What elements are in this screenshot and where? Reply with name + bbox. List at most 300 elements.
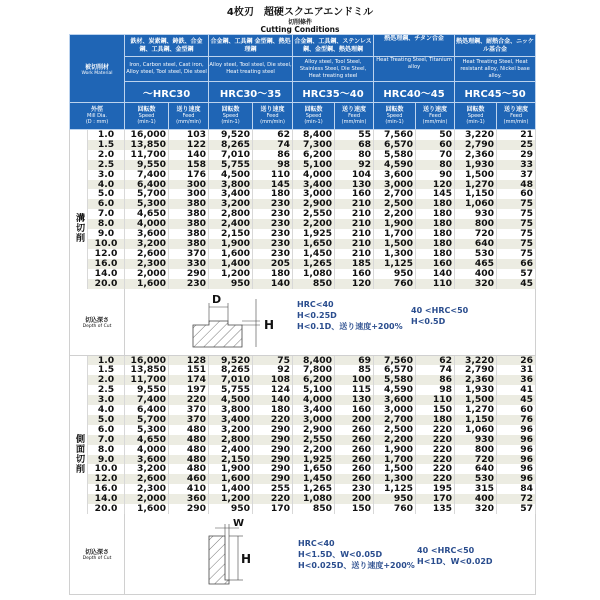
mill-dia-cell: 16.0	[88, 259, 125, 269]
speed-cell: 9,520	[209, 130, 253, 140]
feed-label-en: Feed	[510, 113, 523, 119]
feed-cell: 370	[169, 405, 209, 415]
feed-cell: 480	[169, 464, 209, 474]
speed-cell: 1,600	[209, 474, 253, 484]
feed-label-jp: 送り速度	[423, 106, 448, 113]
hrc-range-1: ～HRC30	[125, 82, 209, 103]
feed-cell: 140	[253, 279, 293, 289]
feed-header	[497, 103, 536, 130]
mill-dia-cell: 6.0	[88, 199, 125, 209]
speed-cell: 1,200	[209, 494, 253, 504]
speed-cell: 8,265	[209, 140, 253, 150]
feed-cell: 180	[416, 209, 455, 219]
feed-cell: 480	[169, 435, 209, 445]
speed-cell: 6,400	[125, 180, 169, 190]
feed-cell: 200	[335, 494, 374, 504]
feed-cell: 180	[416, 415, 455, 425]
condition-line: 40 <HRC<50	[417, 546, 475, 555]
speed-cell: 1,930	[455, 385, 497, 395]
feed-header	[335, 103, 374, 130]
hrc-range-3: HRC35～40	[293, 82, 374, 103]
mill-dia-cell: 1.5	[88, 365, 125, 375]
table-row	[70, 239, 536, 249]
table-row	[70, 160, 536, 170]
feed-cell: 380	[169, 239, 209, 249]
depth-of-cut-label-jp: 切込深さ	[85, 549, 110, 556]
feed-cell: 220	[416, 464, 455, 474]
condition-hrc-40-50	[411, 305, 468, 327]
page-title: 4枚刃 超硬スクエアエンドミル	[226, 7, 374, 18]
speed-cell: 6,570	[374, 140, 416, 150]
table-row	[70, 269, 536, 279]
speed-label-en: Speed	[467, 113, 484, 119]
feed-cell: 68	[335, 140, 374, 150]
speed-cell: 2,800	[209, 435, 253, 445]
speed-cell: 4,590	[374, 160, 416, 170]
feed-cell: 480	[169, 445, 209, 455]
material-group-1-jp: 鉄材、炭素鋼、鋳鉄、合金鋼、工具鋼、金型鋼	[125, 35, 209, 57]
condition-hrc-under-40	[297, 299, 403, 332]
feed-cell: 150	[335, 504, 374, 514]
feed-cell: 290	[253, 455, 293, 465]
feed-header	[169, 103, 209, 130]
speed-cell: 640	[455, 239, 497, 249]
feed-cell: 80	[416, 160, 455, 170]
speed-unit: (min-1)	[466, 119, 485, 125]
feed-cell: 174	[169, 375, 209, 385]
feed-cell: 220	[416, 455, 455, 465]
speed-cell: 3,400	[293, 405, 335, 415]
feed-cell: 180	[416, 199, 455, 209]
speed-cell: 4,000	[125, 219, 169, 229]
feed-cell: 150	[416, 405, 455, 415]
speed-cell: 1,900	[374, 219, 416, 229]
mill-dia-cell: 3.0	[88, 395, 125, 405]
feed-cell: 41	[497, 385, 536, 395]
speed-cell: 800	[455, 445, 497, 455]
mill-dia-header	[70, 103, 125, 130]
speed-cell: 6,570	[374, 365, 416, 375]
speed-cell: 11,700	[125, 150, 169, 160]
feed-cell: 96	[497, 445, 536, 455]
speed-cell: 1,900	[374, 445, 416, 455]
feed-cell: 200	[335, 415, 374, 425]
table-row	[70, 229, 536, 239]
mill-dia-cell: 5.0	[88, 415, 125, 425]
speed-cell: 2,200	[293, 445, 335, 455]
speed-cell: 950	[209, 279, 253, 289]
speed-cell: 3,200	[125, 239, 169, 249]
side-milling-depth-of-cut-body	[125, 514, 536, 595]
speed-cell: 1,650	[293, 464, 335, 474]
speed-cell: 1,300	[374, 474, 416, 484]
feed-cell: 60	[416, 140, 455, 150]
feed-cell: 197	[169, 385, 209, 395]
speed-cell: 2,500	[374, 199, 416, 209]
speed-cell: 5,300	[125, 425, 169, 435]
condition-line: HRC<40	[297, 299, 334, 309]
speed-cell: 800	[455, 219, 497, 229]
feed-cell: 140	[253, 395, 293, 405]
condition-line: H<1.5D、W<0.05D	[298, 550, 383, 559]
table-row	[70, 279, 536, 289]
material-group-4-jp: 熱処理鋼、チタン合金	[374, 35, 455, 57]
speed-cell: 9,550	[125, 160, 169, 170]
feed-cell: 260	[335, 474, 374, 484]
speed-cell: 950	[209, 504, 253, 514]
speed-cell: 1,500	[455, 170, 497, 180]
side-milling-section-label	[70, 355, 88, 514]
speed-cell: 2,800	[209, 209, 253, 219]
slot-diagram-icon	[190, 291, 280, 351]
mill-dia-cell: 9.0	[88, 455, 125, 465]
feed-cell: 220	[416, 435, 455, 445]
material-group-3-en: Alloy steel, Tool Steel, Stainless Steel, Die Steel, Heat treating steel	[293, 57, 374, 82]
mill-dia-cell: 1.5	[88, 140, 125, 150]
mill-dia-cell: 5.0	[88, 189, 125, 199]
speed-cell: 4,500	[209, 395, 253, 405]
slotting-section-label	[70, 130, 88, 289]
table-row	[70, 435, 536, 445]
speed-cell: 850	[293, 504, 335, 514]
feed-cell: 380	[169, 229, 209, 239]
speed-header	[125, 103, 169, 130]
speed-cell: 5,700	[125, 415, 169, 425]
feed-cell: 110	[416, 395, 455, 405]
feed-cell: 80	[335, 150, 374, 160]
feed-cell: 122	[169, 140, 209, 150]
feed-cell: 185	[335, 259, 374, 269]
speed-cell: 640	[455, 464, 497, 474]
table-row	[70, 170, 536, 180]
feed-label-en: Feed	[182, 113, 195, 119]
mill-dia-cell: 2.0	[88, 375, 125, 385]
speed-cell: 16,000	[125, 130, 169, 140]
speed-cell: 2,900	[293, 199, 335, 209]
speed-cell: 2,600	[125, 474, 169, 484]
speed-cell: 1,500	[374, 239, 416, 249]
speed-cell: 6,200	[293, 150, 335, 160]
speed-cell: 3,800	[209, 405, 253, 415]
feed-cell: 110	[416, 279, 455, 289]
diagram-w-label: W	[233, 518, 245, 529]
speed-cell: 2,900	[293, 425, 335, 435]
feed-cell: 98	[416, 385, 455, 395]
feed-label-en: Feed	[429, 113, 442, 119]
speed-cell: 850	[293, 279, 335, 289]
mill-dia-unit: (D : mm)	[85, 119, 109, 125]
condition-hrc-40-50	[417, 545, 493, 567]
speed-cell: 1,930	[455, 160, 497, 170]
speed-cell: 8,265	[209, 365, 253, 375]
speed-cell: 1,060	[455, 425, 497, 435]
speed-cell: 3,600	[125, 455, 169, 465]
speed-cell: 400	[455, 269, 497, 279]
speed-cell: 7,010	[209, 375, 253, 385]
mill-dia-cell: 7.0	[88, 209, 125, 219]
speed-cell: 3,000	[374, 405, 416, 415]
speed-cell: 13,850	[125, 365, 169, 375]
feed-header	[416, 103, 455, 130]
feed-label-jp: 送り速度	[342, 106, 367, 113]
speed-cell: 2,790	[455, 365, 497, 375]
speed-cell: 3,220	[455, 355, 497, 365]
speed-cell: 1,450	[293, 249, 335, 259]
mill-dia-cell: 12.0	[88, 474, 125, 484]
mill-dia-cell: 10.0	[88, 239, 125, 249]
feed-cell: 180	[416, 249, 455, 259]
speed-unit: (min-1)	[137, 119, 156, 125]
speed-cell: 2,360	[455, 375, 497, 385]
speed-label-jp: 回転数	[221, 106, 240, 113]
speed-cell: 315	[455, 484, 497, 494]
table-row	[70, 209, 536, 219]
feed-cell: 96	[497, 435, 536, 445]
speed-cell: 7,010	[209, 150, 253, 160]
condition-line: H<1D、W<0.02D	[417, 557, 493, 566]
mill-dia-cell: 8.0	[88, 219, 125, 229]
condition-line: H<0.25D	[297, 310, 337, 320]
mill-dia-cell: 6.0	[88, 425, 125, 435]
feed-cell: 36	[497, 375, 536, 385]
feed-cell: 290	[253, 435, 293, 445]
depth-of-cut-label	[70, 289, 125, 356]
feed-cell: 104	[335, 170, 374, 180]
speed-cell: 3,220	[455, 130, 497, 140]
speed-cell: 2,360	[455, 150, 497, 160]
feed-cell: 115	[335, 385, 374, 395]
hrc-range-4: HRC40～45	[374, 82, 455, 103]
feed-cell: 160	[416, 259, 455, 269]
feed-cell: 220	[416, 445, 455, 455]
speed-cell: 1,150	[455, 189, 497, 199]
feed-cell: 290	[253, 425, 293, 435]
speed-cell: 6,200	[293, 375, 335, 385]
speed-cell: 1,925	[293, 229, 335, 239]
mill-dia-cell: 7.0	[88, 435, 125, 445]
speed-label-jp: 回転数	[137, 106, 156, 113]
feed-cell: 220	[169, 395, 209, 405]
work-material-header	[70, 35, 125, 103]
mill-dia-cell: 9.0	[88, 229, 125, 239]
speed-cell: 1,200	[209, 269, 253, 279]
table-row	[70, 259, 536, 269]
table-row	[70, 180, 536, 190]
feed-cell: 120	[416, 180, 455, 190]
feed-cell: 180	[416, 239, 455, 249]
cutting-conditions-table	[69, 34, 536, 595]
feed-cell: 330	[169, 259, 209, 269]
feed-cell: 480	[169, 425, 209, 435]
feed-cell: 98	[253, 160, 293, 170]
speed-cell: 3,000	[293, 189, 335, 199]
speed-cell: 1,300	[374, 249, 416, 259]
speed-cell: 5,700	[125, 189, 169, 199]
feed-cell: 230	[253, 209, 293, 219]
speed-cell: 2,000	[125, 494, 169, 504]
slotting-label-text: 溝切削	[75, 213, 85, 245]
speed-cell: 720	[455, 229, 497, 239]
table-row	[70, 130, 536, 140]
speed-cell: 7,560	[374, 130, 416, 140]
feed-cell: 210	[335, 209, 374, 219]
speed-cell: 2,550	[293, 209, 335, 219]
feed-cell: 31	[497, 365, 536, 375]
table-row	[70, 464, 536, 474]
page-subtitle-jp: 切削條件	[287, 19, 312, 26]
mill-dia-cell: 20.0	[88, 504, 125, 514]
speed-cell: 530	[455, 474, 497, 484]
feed-cell: 230	[335, 484, 374, 494]
feed-cell: 130	[335, 395, 374, 405]
speed-cell: 9,520	[209, 355, 253, 365]
speed-cell: 7,800	[293, 365, 335, 375]
feed-cell: 220	[416, 474, 455, 484]
speed-cell: 930	[455, 435, 497, 445]
feed-label-en: Feed	[266, 113, 279, 119]
feed-cell: 290	[169, 269, 209, 279]
speed-cell: 1,150	[455, 415, 497, 425]
speed-cell: 3,600	[374, 395, 416, 405]
speed-cell: 3,800	[209, 180, 253, 190]
speed-cell: 1,125	[374, 259, 416, 269]
speed-cell: 16,000	[125, 355, 169, 365]
feed-cell: 135	[416, 504, 455, 514]
feed-cell: 170	[253, 504, 293, 514]
feed-cell: 170	[416, 494, 455, 504]
page-subtitle-en: Cutting Conditions	[260, 25, 340, 34]
diagram-d-label: D	[212, 292, 222, 306]
feed-cell: 124	[253, 385, 293, 395]
feed-cell: 300	[169, 180, 209, 190]
speed-cell: 2,150	[209, 229, 253, 239]
speed-cell: 2,400	[209, 219, 253, 229]
speed-cell: 7,300	[293, 140, 335, 150]
depth-of-cut-label-jp: 切込深さ	[85, 316, 110, 324]
speed-cell: 5,755	[209, 160, 253, 170]
speed-cell: 760	[374, 504, 416, 514]
speed-cell: 2,300	[125, 484, 169, 494]
speed-cell: 3,400	[209, 415, 253, 425]
feed-cell: 74	[253, 140, 293, 150]
feed-cell: 100	[335, 375, 374, 385]
feed-cell: 210	[335, 239, 374, 249]
feed-cell: 180	[416, 229, 455, 239]
feed-label-en: Feed	[348, 113, 360, 119]
diagram-h-label: H	[241, 552, 252, 566]
feed-cell: 180	[416, 219, 455, 229]
feed-cell: 145	[253, 180, 293, 190]
feed-cell: 69	[335, 355, 374, 365]
feed-cell: 260	[335, 455, 374, 465]
feed-cell: 160	[335, 189, 374, 199]
table-row	[70, 474, 536, 484]
speed-cell: 1,500	[374, 464, 416, 474]
speed-cell: 400	[455, 494, 497, 504]
feed-cell: 75	[253, 355, 293, 365]
feed-cell: 48	[497, 180, 536, 190]
side-milling-label-text: 側面切削	[75, 433, 85, 475]
feed-cell: 230	[253, 219, 293, 229]
feed-cell: 140	[169, 150, 209, 160]
feed-cell: 230	[169, 279, 209, 289]
hrc-range-5: HRC45～50	[455, 82, 536, 103]
feed-cell: 220	[253, 415, 293, 425]
feed-cell: 145	[416, 189, 455, 199]
speed-cell: 5,100	[293, 160, 335, 170]
speed-cell: 3,200	[209, 199, 253, 209]
feed-cell: 260	[335, 425, 374, 435]
speed-cell: 5,580	[374, 375, 416, 385]
speed-cell: 4,500	[209, 170, 253, 180]
depth-of-cut-label	[70, 514, 125, 595]
speed-cell: 530	[455, 249, 497, 259]
feed-cell: 60	[497, 189, 536, 199]
speed-cell: 1,600	[125, 279, 169, 289]
feed-cell: 86	[253, 150, 293, 160]
feed-cell: 210	[335, 219, 374, 229]
feed-cell: 55	[335, 130, 374, 140]
speed-cell: 950	[374, 269, 416, 279]
diagram-h-label: H	[264, 317, 275, 332]
condition-line: H<0.5D	[411, 316, 446, 326]
speed-cell: 465	[455, 259, 497, 269]
table-row	[70, 219, 536, 229]
feed-label-jp: 送り速度	[176, 106, 201, 113]
table-row	[70, 445, 536, 455]
mill-dia-cell: 2.0	[88, 150, 125, 160]
speed-cell: 2,600	[125, 249, 169, 259]
speed-cell: 320	[455, 279, 497, 289]
feed-cell: 210	[335, 229, 374, 239]
feed-cell: 230	[253, 249, 293, 259]
feed-cell: 62	[416, 355, 455, 365]
feed-cell: 96	[497, 455, 536, 465]
speed-label-jp: 回転数	[304, 106, 323, 113]
speed-cell: 1,080	[293, 494, 335, 504]
material-group-3-jp: 合金鋼、工具鋼、ステンレス鋼、金型鋼、熱処理鋼	[293, 35, 374, 57]
speed-cell: 1,500	[455, 395, 497, 405]
table-row	[70, 405, 536, 415]
speed-label-en: Speed	[138, 113, 155, 119]
feed-cell: 230	[253, 229, 293, 239]
speed-cell: 8,400	[293, 355, 335, 365]
feed-cell: 103	[169, 130, 209, 140]
feed-cell: 290	[253, 445, 293, 455]
feed-cell: 220	[253, 494, 293, 504]
feed-cell: 120	[335, 279, 374, 289]
feed-unit: (mm/min)	[422, 119, 448, 125]
feed-cell: 230	[253, 239, 293, 249]
feed-cell: 260	[335, 464, 374, 474]
material-group-5-en: Heat Treating Steel, Heat resistant alloy, Nickel base alloy.	[455, 57, 536, 82]
mill-dia-cell: 16.0	[88, 484, 125, 494]
feed-cell: 75	[497, 239, 536, 249]
side-cut-diagram-icon	[203, 516, 283, 592]
speed-unit: (min-1)	[385, 119, 404, 125]
speed-cell: 3,200	[209, 425, 253, 435]
table-row	[70, 140, 536, 150]
mill-dia-cell: 1.0	[88, 130, 125, 140]
speed-cell: 1,265	[293, 484, 335, 494]
speed-cell: 5,300	[125, 199, 169, 209]
feed-cell: 255	[253, 484, 293, 494]
condition-line: HRC<40	[298, 539, 335, 548]
table-row	[70, 425, 536, 435]
speed-cell: 1,080	[293, 269, 335, 279]
feed-cell: 70	[416, 150, 455, 160]
table-row	[70, 385, 536, 395]
